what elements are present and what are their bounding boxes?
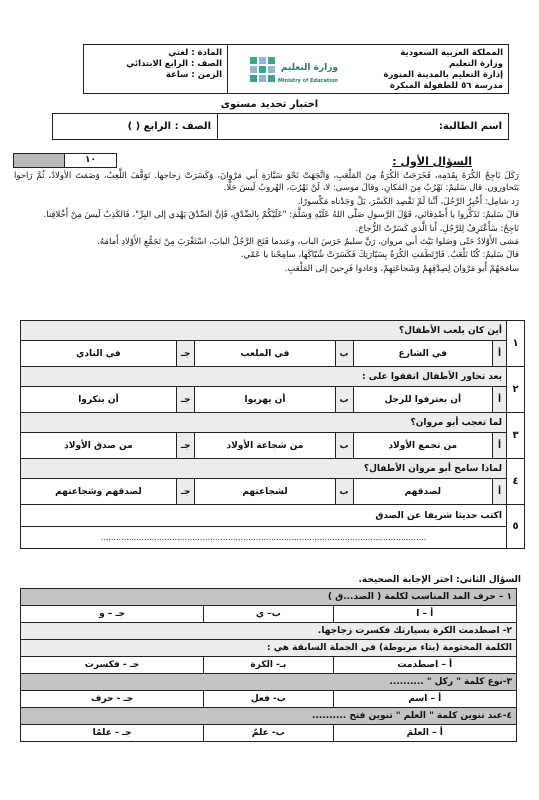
student-info-box — [52, 113, 509, 140]
test-title: اختبار تحديد مستوى — [220, 99, 319, 110]
question-text: بعد تحاور الأطفال اتفقوا على : — [21, 367, 507, 387]
header-left — [84, 45, 228, 93]
logo-text: وزارة التعليم — [280, 63, 338, 73]
question-number: ١ — [507, 321, 525, 367]
option-letter: ب — [335, 341, 353, 367]
reading-passage — [14, 170, 519, 276]
passage-paragraph: نَاجِحٌ: سَأَعْتَرِفُ لِلرَّجُلِ، أَنا الَّذي كَسَرْتُ الزُّجاجَ. — [355, 223, 519, 234]
q2-heading: السؤال الثاني: اختر الإجابة الصحيحة. — [358, 575, 521, 585]
option-b[interactable]: ب- فعل — [204, 691, 333, 708]
option-b[interactable]: ب– ي — [204, 606, 333, 623]
option-c[interactable]: في النادي — [21, 341, 177, 367]
class-label[interactable]: الصف : الرابع ( ) — [53, 114, 218, 139]
header-line: مدرسة ٥٦ للطفولة المبكرة — [389, 81, 503, 91]
option-a[interactable]: أن يعترفوا للرجل — [353, 387, 492, 413]
header-line: المملكة العربية السعودية — [400, 48, 503, 58]
option-letter: ب — [335, 433, 353, 459]
option-a[interactable]: من تجمع الأولاد — [353, 433, 492, 459]
question-number: ٤ — [507, 459, 525, 505]
question-number: ٢ — [507, 367, 525, 413]
question-text: اكتب حديثا شريفا عن الصدق — [21, 505, 507, 527]
option-b[interactable]: لشجاعتهم — [195, 479, 335, 505]
option-a[interactable]: في الشارع — [353, 341, 492, 367]
option-a[interactable]: أ – العلمَ — [333, 725, 517, 742]
header-line: إدارة التعليم بالمدينة المنورة — [383, 70, 503, 80]
ministry-logo-icon — [248, 55, 278, 85]
header-right — [358, 45, 508, 93]
student-name-label[interactable]: اسم الطالبة: — [438, 121, 502, 132]
option-letter: جـ — [176, 341, 195, 367]
passage-paragraph: سامَحَهُمْ أَبو مَرْوانَ لِصِدْقِهِمْ وَشَجاعَتِهِمْ، وَعادوا فَرِحينَ إلى المَلْعَبِ. — [284, 263, 519, 274]
passage-paragraph: قالَ سَليمٌ: تَذَكَّروا يا أَصْدِقائي، قَوْلَ الرَّسولِ صَلّى اللهُ عَلَيْهِ وَسَلَّمَ: "عَلَيْكُمْ بِالصِّدْقِ، فَإنَّ الصِّدْقَ يَهْدي إلى البِرِّ"، فَالكَذِبُ لَيسَ مِنْ أَخْلاقِنا. — [43, 210, 519, 221]
passage-paragraph: رَد شامِل: أَخْبِرُ الرَّجُلَ، أنَّنا لَمْ نَقْصِد الكَسْرَ، بَلْ وَجَدْناه مَكْسورًا. — [297, 196, 519, 207]
header-line: وزارة التعليم — [449, 59, 503, 69]
q2-item-text: ٢- اصطدمت الكرة بسيارتك فكسرت زجاجها. — [21, 623, 517, 640]
option-c[interactable]: لصدقهم وشجاعتهم — [21, 479, 177, 505]
option-a[interactable]: أ – اسم — [333, 691, 517, 708]
answer-line[interactable]: ................................................................................................................................ — [21, 527, 507, 549]
question-number: ٣ — [507, 413, 525, 459]
q2-item-text: ١ – حرف المد المناسب لكلمة ( الصد...ق ) — [21, 589, 517, 606]
option-b[interactable]: في الملعب — [195, 341, 335, 367]
question-text: أين كان يلعب الأطفال؟ — [21, 321, 507, 341]
option-b[interactable]: ب- علمٌ — [204, 725, 333, 742]
option-c[interactable]: من صدق الأولاد — [21, 433, 177, 459]
passage-paragraph: مَشى الأَوْلادُ حَتّى وَصَلوا بَيْتَ أبي مروان، رَنَّ سليمٌ جَرَسَ الباب، وعندما فَتَحَ الرَّجُلُ البابَ، اسْتَغْرَبَ مِنْ تَجَمُّعِ الأَوْلادِ أَمامَهُ. — [97, 237, 519, 248]
header-logo — [228, 45, 358, 93]
header-line: الصف : الرابع الابتدائي — [126, 59, 222, 69]
question-text: لما تعجب أبو مروان؟ — [21, 413, 507, 433]
option-b[interactable]: من شجاعة الأولاد — [195, 433, 335, 459]
header-line: الزمن : ساعة — [165, 70, 222, 80]
q2-item-text-2: الكلمة المختومة (بتاء مربوطة) في الجملة السابقة هي : — [21, 640, 517, 657]
grade-score: ١٠ — [64, 154, 116, 167]
grade-blank — [14, 154, 64, 167]
option-c[interactable]: جـ – و — [21, 606, 204, 623]
option-a[interactable]: أ – ا — [333, 606, 517, 623]
option-b[interactable]: أن يهربوا — [195, 387, 335, 413]
q2-item-text: ٤-عند تنوين كلمة " العلم " تنوين فتح .......... — [21, 708, 517, 725]
option-c[interactable]: أن ينكروا — [21, 387, 177, 413]
option-letter: جـ — [176, 433, 195, 459]
option-letter: ب — [335, 387, 353, 413]
question-number: ٥ — [507, 505, 525, 549]
option-letter: ب — [335, 479, 353, 505]
option-letter: جـ — [176, 387, 195, 413]
header-line: المادة : لغتي — [168, 48, 222, 58]
option-c[interactable]: جـ - فكسرت — [21, 657, 204, 674]
grade-box — [13, 153, 117, 168]
option-letter: أ — [493, 479, 507, 505]
option-a[interactable]: أ – اصطدمت — [333, 657, 517, 674]
q1-heading: السؤال الأول : — [392, 155, 472, 168]
option-letter: أ — [493, 433, 507, 459]
option-letter: أ — [493, 387, 507, 413]
option-letter: أ — [493, 341, 507, 367]
option-b[interactable]: بـ- الكرة — [204, 657, 333, 674]
passage-paragraph: رَكَلَ نَاجِحٌ الكُرَةَ بِقَدَمِه، فَخَرَجَتْ الكُرَةُ مِنَ المَلْعَبِ، وَاتَّجَهَتْ نَحْوَ سَيَّارَةِ أبي مَرْوانَ، وَكَسَرَتْ زجاجها. تَوَقَّفَ اللَّعِبُ، وَصَمَتَ الأولادُ، ثُمَّ رَاحوا يَتَحاورون. قال سَليمٌ: نَهْرُبُ مِنَ المَكانِ. وقالَ موسى: لا، لَنْ نَهْرُبَ، الهُروبُ لَيسَ حَلًّا. — [14, 171, 519, 194]
option-a[interactable]: لصدقهم — [353, 479, 492, 505]
option-c[interactable]: جـ - علمًا — [21, 725, 204, 742]
logo-subtext: Ministry of Education — [277, 78, 338, 84]
question-text: لماذا سامح أبو مروان الأطفال؟ — [21, 459, 507, 479]
q1-questions-table — [20, 320, 525, 549]
q2-questions-table — [20, 588, 517, 742]
option-letter: جـ — [176, 479, 195, 505]
passage-paragraph: قالَ سَليمٌ: كُنّا نَلْعَبُ. فَارْتَطَمَتِ الكُرَةُ بِسَيّارَتِكَ فَكَسَرَتْ شُبّاكَها، سامِحْنا يا عَمّي. — [240, 250, 519, 261]
q2-item-text: ٣-نوع كلمة " ركل " .......... — [21, 674, 517, 691]
option-c[interactable]: جـ - حرف — [21, 691, 204, 708]
ministry-logo — [248, 51, 338, 87]
header-box — [83, 44, 509, 94]
